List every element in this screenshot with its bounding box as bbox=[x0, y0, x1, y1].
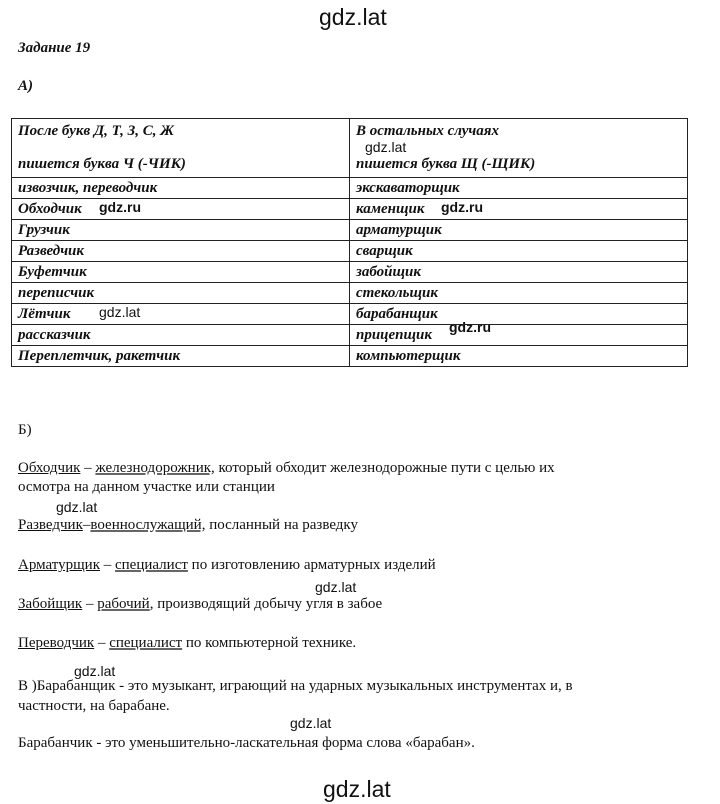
shchik-word-cell: компьютерщик bbox=[350, 346, 688, 367]
shchik-word-cell: барабанщик bbox=[350, 304, 688, 325]
task-title: Задание 19 bbox=[18, 40, 91, 56]
chik-word-cell: Грузчик bbox=[12, 220, 350, 241]
table-row bbox=[12, 178, 688, 199]
definition-armaturshchik bbox=[18, 557, 436, 574]
definition-line2: осмотра на данном участке или станции bbox=[18, 479, 275, 495]
chik-word-cell: переписчик bbox=[12, 283, 350, 304]
definition-dash: – bbox=[82, 517, 91, 533]
watermark: gdz.lat bbox=[365, 139, 407, 155]
definition-razvedchik bbox=[18, 517, 358, 534]
part-v-line2: частности, на барабане. bbox=[18, 698, 170, 714]
definition-key: специалист bbox=[115, 557, 188, 573]
table-header-row bbox=[12, 119, 688, 178]
watermark: gdz.lat bbox=[74, 663, 116, 679]
part-b-label: Б) bbox=[18, 422, 32, 438]
definition-term: Разведчик bbox=[18, 517, 83, 533]
shchik-word-cell: прицепщик bbox=[350, 325, 688, 346]
watermark-bottom: gdz.lat bbox=[323, 776, 391, 802]
definition-dash: – bbox=[100, 557, 115, 573]
chik-word-cell: Разведчик bbox=[12, 241, 350, 262]
definition-term: Обходчик bbox=[18, 460, 81, 476]
definition-term: Переводчик bbox=[18, 635, 95, 651]
definition-rest: посланный на разведку bbox=[205, 517, 358, 533]
header-right bbox=[350, 119, 688, 178]
chik-word-cell: Буфетчик bbox=[12, 262, 350, 283]
part-v-line1: В )Барабанщик - это музыкант, играющий на ударных музыкальных инструментах и, в bbox=[18, 678, 573, 694]
shchik-word-cell: сварщик bbox=[350, 241, 688, 262]
header-right-line1: В остальных случаях bbox=[356, 123, 500, 139]
watermark: gdz.lat bbox=[56, 499, 98, 515]
suffix-table bbox=[11, 118, 688, 367]
watermark-ru: gdz.ru bbox=[441, 199, 483, 215]
watermark: gdz.lat bbox=[99, 304, 141, 320]
definition-rest: который обходит железнодорожные пути с целью их bbox=[214, 460, 555, 476]
definition-perevodchik bbox=[18, 635, 356, 652]
chik-word-cell: Переплетчик, ракетчик bbox=[12, 346, 350, 367]
part-v-paragraph bbox=[18, 676, 573, 716]
watermark-ru: gdz.ru bbox=[449, 319, 491, 335]
shchik-word-cell: арматурщик bbox=[350, 220, 688, 241]
definition-term: Арматурщик bbox=[18, 557, 100, 573]
part-a-label: А) bbox=[18, 78, 33, 94]
chik-word-cell: рассказчик bbox=[12, 325, 350, 346]
table-row bbox=[12, 262, 688, 283]
header-left-line2: пишется буква Ч (-ЧИК) bbox=[18, 156, 186, 172]
definition-dash: – bbox=[80, 460, 96, 476]
definition-term: Забойщик bbox=[18, 596, 83, 612]
shchik-word-cell: стекольщик bbox=[350, 283, 688, 304]
chik-word-cell: Обходчик bbox=[12, 199, 350, 220]
table-row bbox=[12, 199, 688, 220]
definition-key: военнослужащий, bbox=[90, 517, 206, 533]
table-row bbox=[12, 346, 688, 367]
watermark-ru: gdz.ru bbox=[99, 199, 141, 215]
watermark: gdz.lat bbox=[315, 579, 357, 595]
header-left bbox=[12, 119, 350, 178]
definition-key: рабочий bbox=[97, 596, 150, 612]
definition-rest: по компьютерной технике. bbox=[182, 635, 357, 651]
definition-dash: – bbox=[94, 635, 110, 651]
header-right-line2: пишется буква Щ (-ЩИК) bbox=[356, 156, 536, 172]
table-row bbox=[12, 220, 688, 241]
definition-zaboyshchik bbox=[18, 596, 382, 613]
table-row bbox=[12, 283, 688, 304]
definition-rest: , производящий добычу угля в забое bbox=[149, 596, 383, 612]
chik-word-cell: Лётчик bbox=[12, 304, 350, 325]
definition-obkhodchik bbox=[18, 459, 555, 497]
definition-rest: по изготовлению арматурных изделий bbox=[187, 557, 436, 573]
table-row bbox=[12, 304, 688, 325]
table-row bbox=[12, 241, 688, 262]
table-row bbox=[12, 325, 688, 346]
shchik-word-cell: экскаваторщик bbox=[350, 178, 688, 199]
definition-key: железнодорожник, bbox=[95, 460, 215, 476]
definition-key: специалист bbox=[109, 635, 183, 651]
shchik-word-cell: каменщик bbox=[350, 199, 688, 220]
watermark: gdz.lat bbox=[290, 715, 332, 731]
shchik-word-cell: забойщик bbox=[350, 262, 688, 283]
part-v-line3: Барабанчик - это уменьшительно-ласкательная форма слова «барабан». bbox=[18, 735, 475, 751]
chik-word-cell: извозчик, переводчик bbox=[12, 178, 350, 199]
watermark-top: gdz.lat bbox=[319, 4, 387, 30]
header-left-line1: После букв Д, Т, З, С, Ж bbox=[18, 123, 174, 139]
definition-dash: – bbox=[82, 596, 98, 612]
